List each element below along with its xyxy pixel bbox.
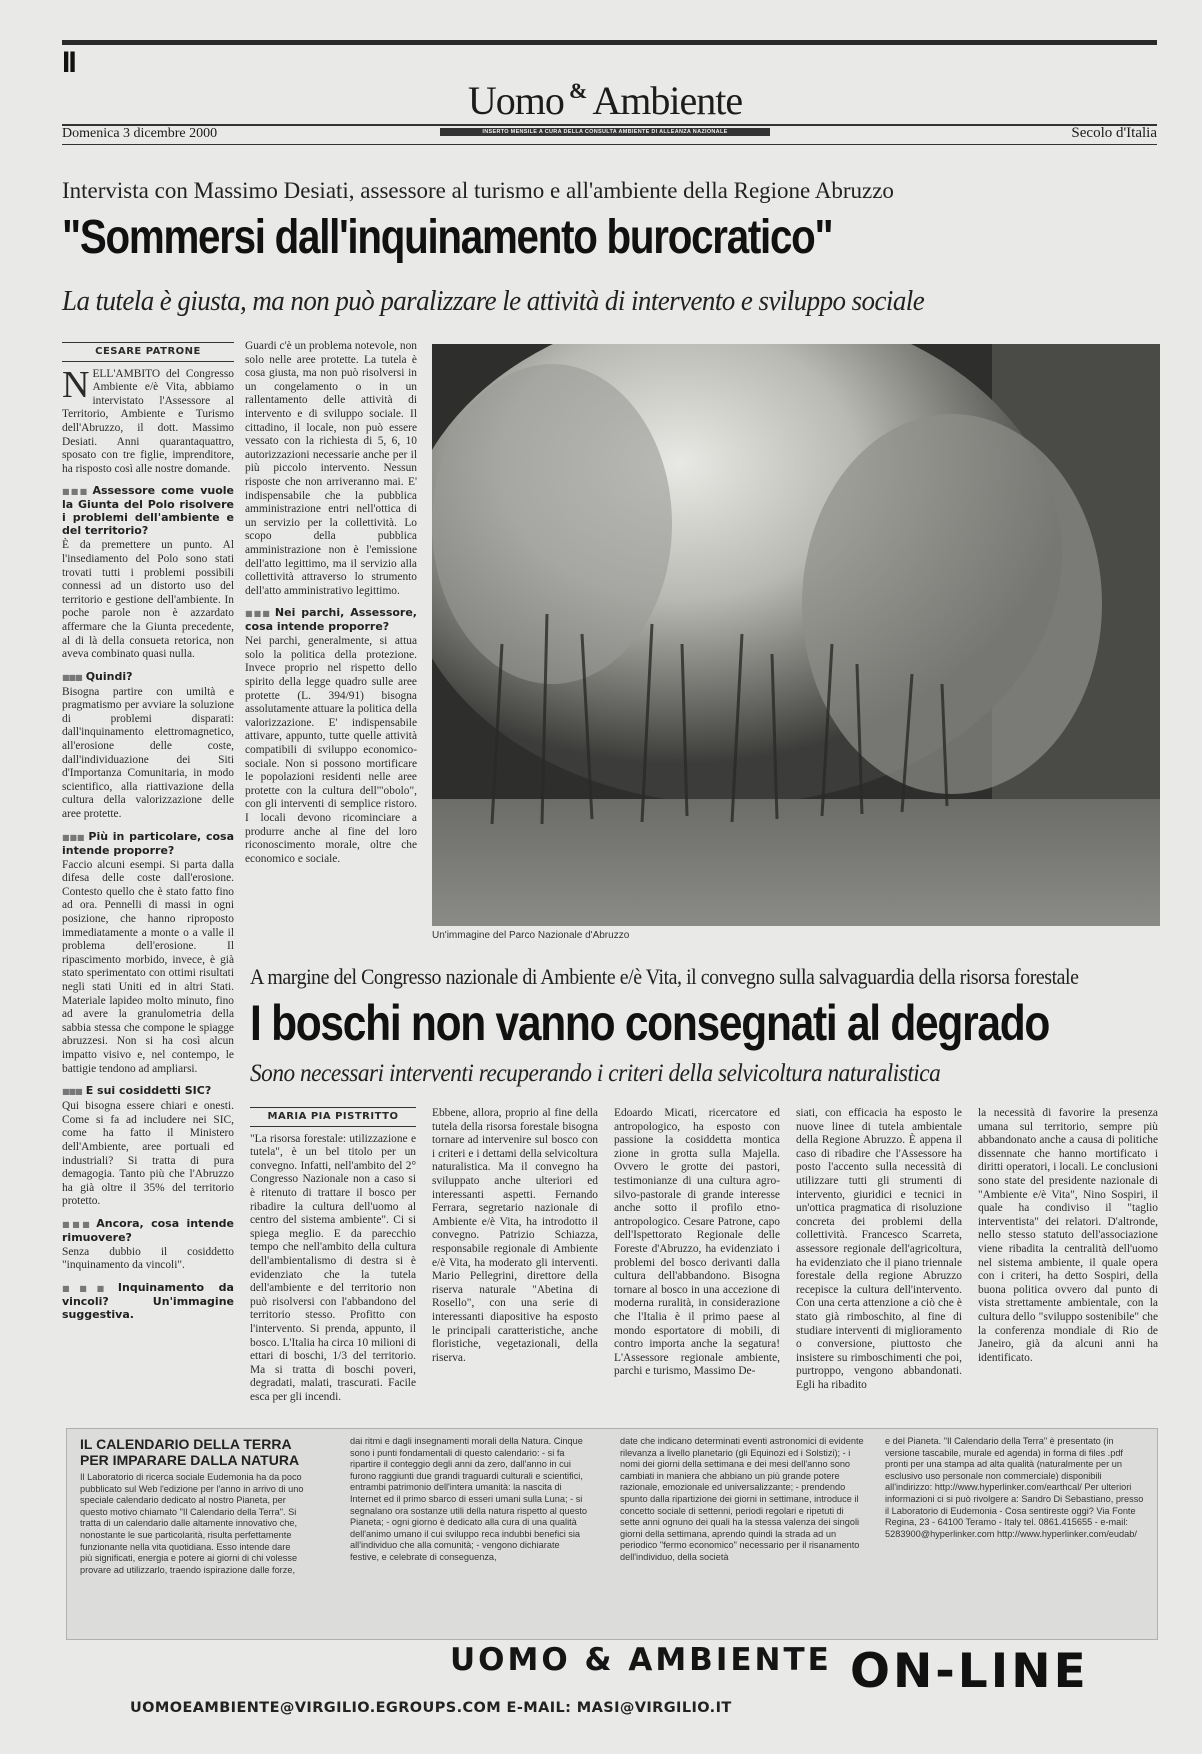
masthead-subtitle: INSERTO MENSILE A CURA DELLA CONSULTA AMBIENTE DI ALLEANZA NAZIONALE bbox=[440, 128, 770, 136]
article2-kicker: A margine del Congresso nazionale di Ambiente e/è Vita, il convegno sulla salvaguardia della risorsa forestale bbox=[250, 964, 1079, 989]
article2-text-2: Ebbene, allora, proprio al fine della tutela della risorsa forestale bisogna tornare ad intervenire sul bosco con i criteri e i dettami della selvicoltura naturalistica. Ma il convegno ha sviluppato anche ulteriori ed interessanti aspetti. Fernando Ferrara, segretario nazionale di Ambiente e/è Vita, ha introdotto il convegno. Patrizio Schiazza, responsabile regionale di Ambiente e/è Vita, ha moderato gli interventi. Mario Pellegrini, direttore della riserva naturale "Abetina di Rosello", con una serie di interessanti diapositive ha esposto le principali caratteristiche, anche floristiche, vegetazionali, della riserva. bbox=[432, 1107, 598, 1364]
answer-2: Bisogna partire con umiltà e pragmatismo per avviare la soluzione di problemi disparati: dall'inquinamento elettromagnetico, all'erosione delle coste, dall'individuazione dei Siti d'Importanza Comunitaria, in modo scientifico, alla riattivazione della cultura della valorizzazione delle aree protette. bbox=[62, 685, 234, 821]
calendar-title bbox=[80, 1436, 330, 1468]
dropcap: N bbox=[62, 363, 90, 406]
header-rule-bottom bbox=[62, 144, 1157, 145]
masthead-left: Uomo bbox=[467, 78, 564, 123]
article2-byline: MARIA PIA PISTRITTO bbox=[250, 1107, 416, 1127]
article1-column-2 bbox=[245, 340, 417, 869]
masthead bbox=[440, 78, 770, 124]
online-left: UOMO & AMBIENTE bbox=[450, 1642, 832, 1678]
article2-deck: Sono necessari interventi recuperando i criteri della selvicoltura naturalistica bbox=[250, 1060, 941, 1087]
masthead-amp: & bbox=[568, 78, 588, 103]
answer-5: Senza dubbio il cosiddetto "inquinamento da vincoli". bbox=[62, 1245, 234, 1272]
page-number: II bbox=[62, 46, 75, 79]
header-rule bbox=[62, 124, 1157, 126]
question-5: ■■■ Ancora, cosa intende rimuovere? bbox=[62, 1216, 234, 1244]
calendar-column-3: date che indicano determinati eventi astronomici di evidente rilevanza a livello planetario (gli Equinozi ed i Solstizi); - i nomi dei giorni della settimana e dei mesi dell'anno sono cambiati in maniera che abbiano un più grande potere razionale, emozionale ed universalizzante; - prendendo spunto dalla ripartizione dei giorni in settimane, introduce il concetto sociale di settenni, periodi regolari e ripetuti di sette anni ognuno dei quali ha la stessa valenza dei singoli giorni della settimana, aprendo quindi la strada ad un periodico "fermo economico" necessario per il risanamento dell'individuo, della società bbox=[620, 1436, 864, 1562]
forest-photo-image bbox=[432, 344, 1160, 926]
masthead-right: Ambiente bbox=[592, 78, 743, 123]
article1-intro: ELL'AMBITO del Congresso Ambiente e/è Vita, abbiamo intervistato l'Assessore al Territorio, Ambiente e Turismo dell'Abruzzo, il dott. Massimo Desiati. Anni quarantaquattro, sposato con tre figlie, imprenditore, ha risposto così alle nostre domande. bbox=[62, 367, 234, 475]
answer-6: Guardi c'è un problema notevole, non solo nelle aree protette. La tutela è cosa giusta, ma non può risolversi in un congelamento o in un rallentamento delle attività di intervento e di sviluppo sociale. Il cittadino, il locale, non può essere vessato con la richiesta di 5, 6, 10 autorizzazioni necessarie anche per il più piccolo intervento. Nessun risposte che non arriveranno mai. E' indispensabile che la pubblica amministrazione entri nell'ottica di un servizio per la collettività. Lo scopo della pubblica amministrazione non è l'emissione dell'atto legittimo, ma il servizio alla collettività attraverso lo strumento dell'atto amministrativo legittimo. bbox=[245, 340, 417, 597]
article1-column-1 bbox=[62, 342, 234, 1323]
article2-text-5: la necessità di favorire la presenza umana sul territorio, sempre più abbandonato anche a causa di politiche dissennate che hanno mortificato i diritti operatori, i locali. Le conclusioni sono state del presidente nazionale di "Ambiente e/è Vita", Nino Sospiri, il quale ha condiviso il "taglio interventista" dei relatori. D'altronde, nello stesso statuto dell'associazione viene ribadita la centralità dell'uomo nel sistema ambiente, il quale opera con i criteri, ha detto Sospiri, della buona politica ovvero dal punto di vista strettamente ambientale, con la cultura dello "sviluppo sostenibile" che la conferenza mondiale di Rio de Janeiro, già da alcuni anni ha identificato. bbox=[978, 1107, 1158, 1364]
article2-column-5 bbox=[978, 1107, 1158, 1368]
question-4: ■■■ E sui cosiddetti SIC? bbox=[62, 1084, 212, 1098]
answer-7: Nei parchi, generalmente, si attua solo la politica della protezione. Invece proprio nel rispetto dello spirito della legge quadro sulle aree protette (L. 394/91) bisogna assolutamente attuare la politica della valorizzazione. E' indispensabile attivare, appunto, tutte quelle attività compatibili di sviluppo economico-sociale. Non si possono mortificare le popolazioni residenti nelle aree protette con la cultura dell'"obolo", con gli interventi di semplice ristoro. I locali devono ricominciare a produrre anche al fine del loro riconoscimento morale, oltre che economico e sociale. bbox=[245, 635, 417, 865]
question-3: ■■■ Più in particolare, cosa intende proporre? bbox=[62, 829, 234, 857]
article1-byline: CESARE PATRONE bbox=[62, 342, 234, 362]
photo-caption: Un'immagine del Parco Nazionale d'Abruzzo bbox=[432, 930, 630, 941]
answer-4: Qui bisogna essere chiari e onesti. Come si fa ad includere nei SIC, come ha fatto il Ministero dell'Ambiente, aree portuali ed industriali? Si tratta di pura demagogia. Tanto più che l'Abruzzo ha già oltre il 35% del territorio protetto. bbox=[62, 1100, 234, 1208]
article2-column-2 bbox=[432, 1107, 598, 1368]
forest-photo bbox=[432, 344, 1160, 926]
article1-deck: La tutela è giusta, ma non può paralizzare le attività di intervento e sviluppo sociale bbox=[62, 285, 925, 317]
article2-headline: I boschi non vanno consegnati al degrado bbox=[250, 995, 1050, 1051]
question-7: ■■■ Nei parchi, Assessore, cosa intende proporre? bbox=[245, 606, 417, 634]
calendar-column-2: dai ritmi e dagli insegnamenti morali della Natura. Cinque sono i punti fondamentali di questo calendario: - si fa ripartire il conteggio degli anni da zero, dall'anno in cui furono raggiunti due grandi traguardi culturali e scientifici, entrambi patrimonio dell'intera umanità: la nascita di Internet ed il primo sbarco di esseri umani sulla Luna; - si segnalano ora sostanze utili della natura rispetto al questo Pianeta; - ogni giorno è dedicato alla cura di una qualità dell'animo umano il cui sviluppo reca indubbi benefici sia all'individuo che alla comunità; - vengono dichiarate festive, e celebrate di conseguenza, bbox=[350, 1436, 587, 1562]
article2-text-4: siati, con efficacia ha esposto le nuove linee di tutela ambientale della Regione Abruzzo. È appena il caso di ribadire che l'Assessore ha posto l'accento sulla necessità di utilizzare tutti gli strumenti di intervento, giuridici e tecnici in un'ottica pragmatica di risoluzione concreta dei problemi della collettività. Francesco Scarreta, assessore regionale dell'agricoltura, ha evidenziato che il piano triennale forestale della regione Abruzzo recepisce la cultura dell'intervento. Con una certa attenzione a ciò che è stato già rimboschito, al fine di studiare interventi di miglioramento o conversione, piuttosto che insistere su rimboschimenti che poi, purtroppo, vengono abbandonati. Egli ha ribadito bbox=[796, 1107, 962, 1391]
question-6: ■■■ Inquinamento da vincoli? Un'immagine suggestiva. bbox=[62, 1281, 234, 1322]
article2-column-4 bbox=[796, 1107, 962, 1395]
online-right: ON-LINE bbox=[850, 1644, 1089, 1699]
top-rule bbox=[62, 40, 1157, 45]
issue-date: Domenica 3 dicembre 2000 bbox=[62, 126, 218, 141]
calendar-title-line-2: PER IMPARARE DALLA NATURA bbox=[80, 1452, 300, 1468]
calendar-column-4: e del Pianeta. "Il Calendario della Terra" è presentato (in versione tascabile, murale ed agenda) in forma di files .pdf pronti per una stampa ad alta qualità (naturalmente per un esclusivo uso personale non commerciale) disponibili all'indirizzo: http://www.hyperlinker.com/earthcal/ Per ulteriori informazioni ci si può rivolgere a: Sandro Di Sebastiano, presso il Laboratorio di Eudemonia - Cosa sentireste oggi? Via Fonte Regina, 23 - 64100 Teramo - Italy tel. 0861.415655 - e-mail: 5283900@hyperlinker.com http://www.hyperlinker.com/eudab/ bbox=[885, 1436, 1144, 1539]
contact-emails[interactable]: UOMOEAMBIENTE@VIRGILIO.EGROUPS.COM E-MAIL: MASI@VIRGILIO.IT bbox=[130, 1700, 732, 1716]
answer-1: È da premettere un punto. Al l'insediamento del Polo sono stati trovati tutti i problemi possibili connessi ad un distorto uso del territorio e gestione dell'ambiente. In poche parole non è azzardato affermare che la Giunta precedente, al di là della consueta retorica, non aveva combinato quasi nulla. bbox=[62, 539, 234, 661]
calendar-column-1: Il Laboratorio di ricerca sociale Eudemonia ha da poco pubblicato sul Web l'edizione per l'anno in arrivo di uno speciale calendario dedicato al nostro Pianeta, per questo motivo chiamato "Il Calendario della Terra". Si tratta di un calendario dalle altamente innovativo che, nonostante le sue particolarità, risulta perfettamente funzionante nella vita quotidiana. Esso intende dare più significati, energia e potere ai giorni di chi volesse provare ad utilizzarlo, traendo ispirazione dalle forze, bbox=[80, 1472, 304, 1575]
answer-3: Faccio alcuni esempi. Si parta dalla difesa delle coste dall'erosione. Contesto quello che è stato fatto fino ad ora. Pennelli di massi in ogni posizione, che hanno riproposto immediatamente a monte o a valle il problema dell'erosione. Il ripascimento morbido, invece, è già stato sperimentato con ottimi risultati negli stati Uniti ed in altri Stati. Materiale lapideo molto minuto, fino ad avere la granulometria della sabbia stessa che compone le spiagge abruzzesi. Non si ha così alcun impatto visivo e, nel contempo, le battigie tendono ad ampliarsi. bbox=[62, 858, 234, 1075]
article2-text-1: "La risorsa forestale: utilizzazione e tutela", è un bel titolo per un convegno. Infatti, nell'ambito del 2° Congresso Nazionale non a caso si è ritenuto di trattare il bosco per ribadire la cultura dell'uomo al centro del sistema ambiente". Ci si spiega meglio. E da parecchio tempo che nell'ambito della cultura dell'ambientalismo di destra si è evidenziato che la tutela dell'ambiente e del territorio non può risolversi con l'abbandono del territorio stesso. Profitto con l'intervento. Si prenda, appunto, il bosco. L'Italia ha circa 10 milioni di ettari di boschi, 1/3 del territorio. Ma si tratta di boschi poveri, degradati, malati, trascurati. Facile esca per gli incendi. bbox=[250, 1132, 416, 1403]
question-1: ■■■ Assessore come vuole la Giunta del Polo risolvere i problemi dell'ambiente e del territorio? bbox=[62, 484, 234, 538]
article2-text-3: Edoardo Micati, ricercatore ed antropologico, ha esposto con passione la cosiddetta montica zione in grotta sulla Majella. Ovvero le grotte dei pastori, testimonianze di una cultura agro-silvo-pastorale di grande interesse anche sotto il profilo etno-antropologico. Cesare Patrone, capo dell'Ispettorato Regionale delle Foreste d'Abruzzo, ha evidenziato i problemi del bosco derivanti dalla cultura dell'abbandono. Bisogna tornare al bosco in una accezione di moderna ruralità, in considerazione che l'Italia è il primo paese al mondo esportatore di mobili, di contro importa anche la segatura! L'Assessore regionale ambiente, parchi e turismo, Massimo De- bbox=[614, 1107, 780, 1378]
article2-column-3 bbox=[614, 1107, 780, 1382]
article1-kicker: Intervista con Massimo Desiati, assessore al turismo e all'ambiente della Regione Abruzzo bbox=[62, 178, 894, 203]
article2-column-1 bbox=[250, 1107, 416, 1407]
calendar-title-line-1: IL CALENDARIO DELLA TERRA bbox=[80, 1436, 292, 1452]
article1-headline: "Sommersi dall'inquinamento burocratico" bbox=[62, 211, 833, 264]
question-2: ■■■ Quindi? bbox=[62, 669, 133, 683]
newspaper-name: Secolo d'Italia bbox=[1071, 125, 1157, 141]
